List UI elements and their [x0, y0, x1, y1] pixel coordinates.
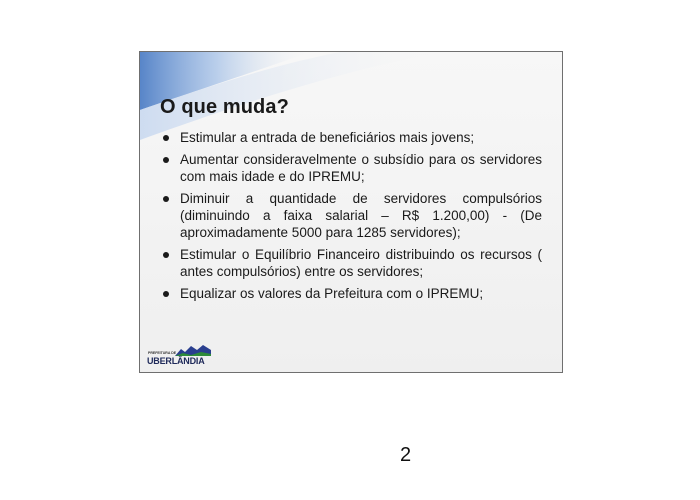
logo-name: UBERLÂNDIA — [147, 356, 205, 366]
bullet-icon — [163, 252, 169, 258]
bullet-icon — [163, 196, 169, 202]
slide-title: O que muda? — [160, 96, 289, 118]
bullet-text: Aumentar consideravelmente o subsídio para os servidores com mais idade e do IPREMU; — [180, 152, 542, 184]
bullet-text: Diminuir a quantidade de servidores compulsórios (diminuindo a faixa salarial – R$ 1.200,00) - (De aproximadamente 5000 para 1285 servidores); — [180, 191, 542, 240]
slide — [139, 51, 563, 373]
bullet-text: Estimular o Equilíbrio Financeiro distribuindo os recursos ( antes compulsórios) entre os servidores; — [180, 247, 542, 279]
logo-mark-icon — [175, 344, 211, 356]
bullet-icon — [163, 135, 169, 141]
list-item — [160, 151, 542, 185]
bullet-text: Estimular a entrada de beneficiários mais jovens; — [180, 130, 475, 145]
list-item — [160, 246, 542, 280]
bullet-text: Equalizar os valores da Prefeitura com o IPREMU; — [180, 286, 484, 301]
list-item — [160, 129, 542, 146]
list-item — [160, 285, 542, 302]
prefeitura-logo — [147, 344, 213, 368]
page-number: 2 — [400, 444, 412, 466]
bullet-list — [160, 129, 542, 307]
bullet-icon — [163, 157, 169, 163]
list-item — [160, 190, 542, 241]
logo-small-text: PREFEITURA DE — [148, 351, 177, 355]
bullet-icon — [163, 291, 169, 297]
